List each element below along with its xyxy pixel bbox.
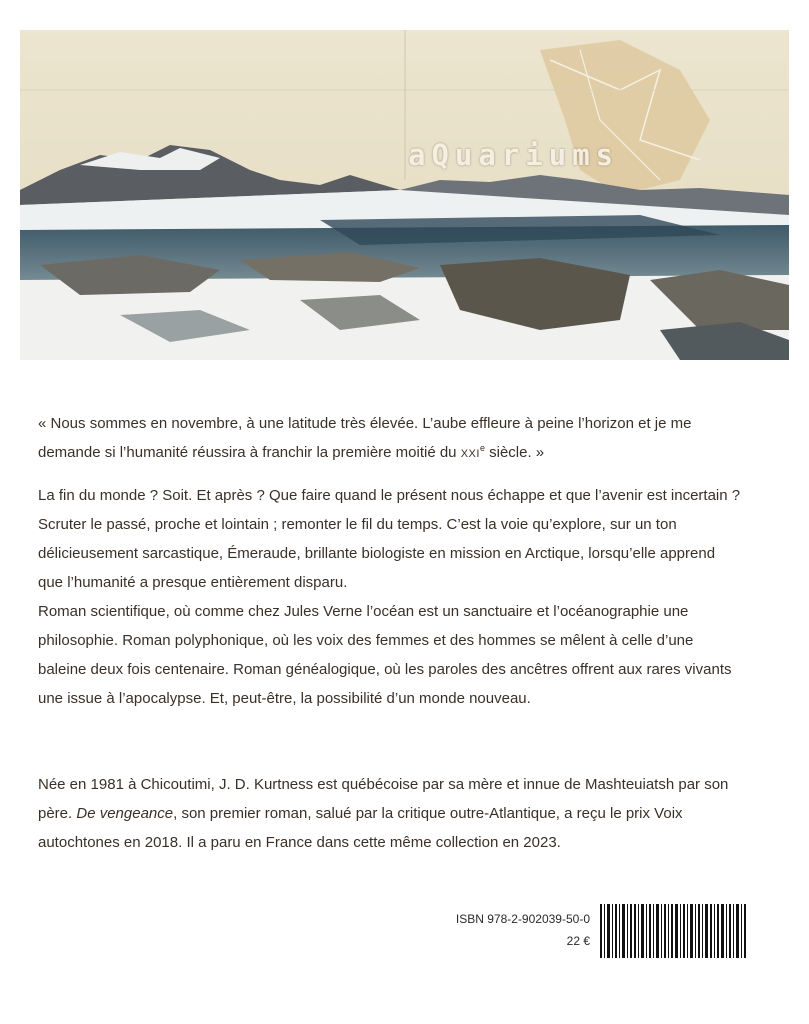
synopsis-line: Scruter le passé, proche et lointain ; remonter le fil du temps. C’est la voie qu’explore, sur un ton [38, 516, 677, 533]
century-numeral: XXI [460, 448, 480, 460]
century-superscript: e [479, 443, 485, 453]
bio-line-2 [38, 799, 778, 828]
synopsis-paragraph [38, 481, 778, 713]
synopsis-line: délicieusement sarcastique, Émeraude, brillante biologiste en mission en Arctique, lorsqu’elle apprend [38, 545, 716, 562]
isbn-number: ISBN 978-2-902039-50-0 [455, 912, 590, 926]
opening-quote [38, 409, 778, 469]
synopsis-line: une issue à l’apocalypse. Et, peut-être, la possibilité d’un monde nouveau. [38, 690, 531, 707]
quote-line-2 [38, 438, 778, 469]
barcode-block [424, 904, 748, 958]
cover-title: aQuariums [408, 138, 620, 172]
quote-line-1: « Nous sommes en novembre, à une latitude très élevée. L’aube effleure à peine l’horizon et je me [38, 415, 692, 432]
bio-line-1: Née en 1981 à Chicoutimi, J. D. Kurtness est québécoise par sa mère et innue de Mashteuiatsh par son [38, 776, 729, 793]
bio-line-2-start: père. [38, 805, 77, 822]
synopsis-line: Roman scientifique, où comme chez Jules Verne l’océan est un sanctuaire et l’océanographie une [38, 603, 689, 620]
quote-line-2-end: siècle. » [484, 444, 545, 461]
author-bio [38, 770, 778, 857]
synopsis-line: que l’humanité a presque entièrement disparu. [38, 574, 348, 591]
cover-illustration [20, 30, 789, 360]
price: 22 € [566, 934, 590, 948]
barcode-icon [598, 904, 748, 958]
synopsis-line: baleine deux fois centenaire. Roman généalogique, où les paroles des ancêtres offrent aux rares vivants [38, 661, 732, 678]
book-title: De vengeance [76, 805, 174, 822]
bio-line-2-end: , son premier roman, salué par la critique outre-Atlantique, a reçu le prix Voix [173, 805, 683, 822]
arctic-landscape-image [20, 30, 789, 360]
quote-line-2-start: demande si l’humanité réussira à franchir la première moitié du [38, 444, 461, 461]
bio-line-3: autochtones en 2018. Il a paru en France dans cette même collection en 2023. [38, 834, 561, 851]
synopsis-line: La fin du monde ? Soit. Et après ? Que faire quand le présent nous échappe et que l’avenir est incertain ? [38, 487, 741, 504]
synopsis-line: philosophie. Roman polyphonique, où les voix des femmes et des hommes se mêlent à celle d’une [38, 632, 694, 649]
